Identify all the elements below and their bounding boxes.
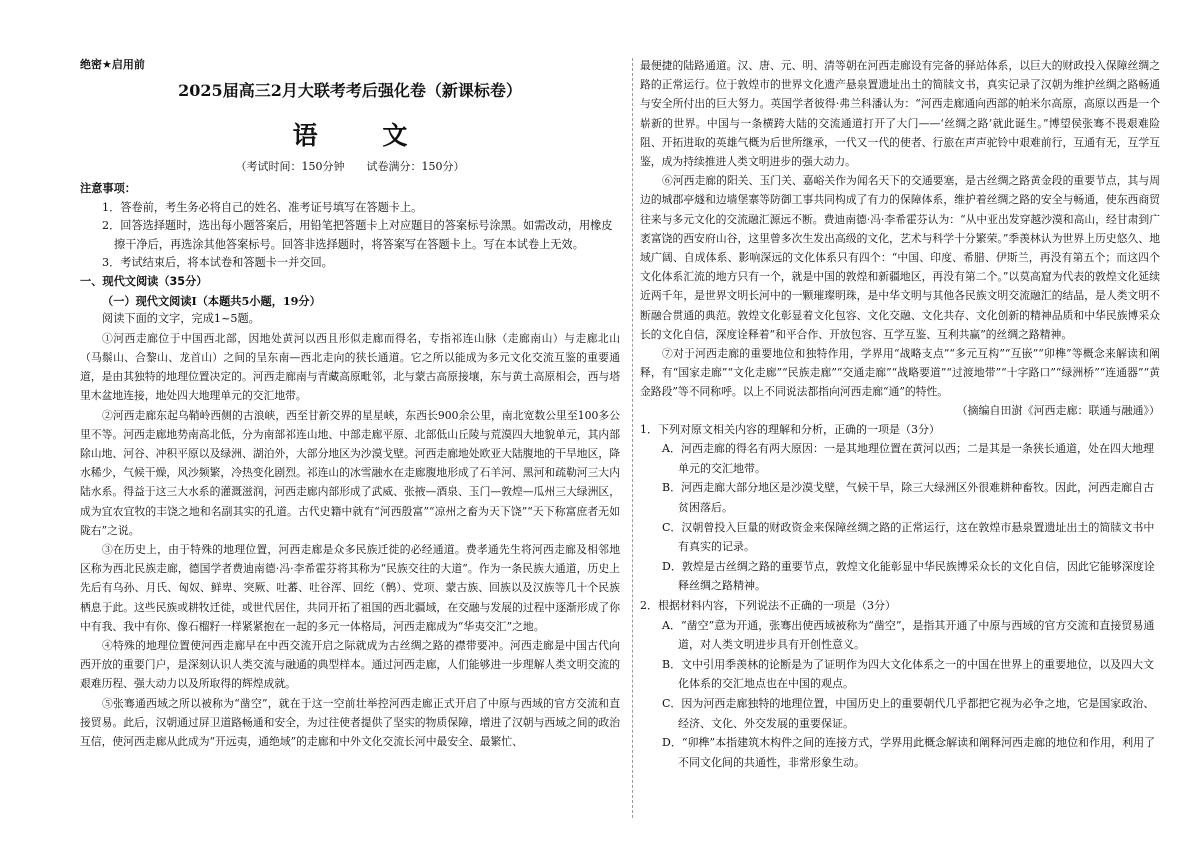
note-item: 1．答卷前，考生务必将自己的姓名、准考证号填写在答题卡上。 bbox=[102, 200, 423, 214]
secret-label: 绝密★启用前 bbox=[80, 58, 145, 71]
section-instruction: 阅读下面的文字，完成1~5题。 bbox=[102, 312, 260, 326]
question-block bbox=[640, 420, 1160, 773]
article-paragraph: ①河西走廊位于中国西北部，因地处黄河以西且形似走廊而得名，专指祁连山脉（走廊南山）与走廊北山（马鬃山、合黎山、龙首山）之间的呈东南—西北走向的狭长通道。它之所以能成为多元文化交流互鉴的重要通道，是由其独特的地理位置决定的。河西走廊南与青藏高原毗邻，北与蒙古高原接壤，东与黄土高原相会，西与塔里木盆地连接，地处四大地理单元的交汇地带。 bbox=[80, 331, 620, 403]
question-option: A．“凿空”意为开通，张骞出使西域被称为“凿空”，是指其开通了中原与西域的官方交流和直接贸易通道，对人类文明进步具有开创性意义。 bbox=[662, 618, 1155, 652]
article-paragraph: ④特殊的地理位置使河西走廊早在中西交流开启之际就成为古丝绸之路的襟带要冲。河西走廊是中国古代向西开放的重要门户，是深刻认识人类交流与融通的典型样本。通过河西走廊，人们能够进一步理解人类文明交流的艰难历程、强大动力以及所取得的辉煌成就。 bbox=[80, 639, 620, 691]
article-paragraph: ⑤张骞通西域之所以被称为“凿空”，就在于这一空前壮举控河西走廊正式开启了中原与西域的官方交流和直接贸易。此后，汉朝通过屏卫道路畅通和安全，为过往使者提供了坚实的物质保障，增进了汉朝与西域之间的政治互信，使河西走廊从此成为“开远夷，通绝域”的走廊和中外文化交流长河中最安全、最繁忙、 bbox=[80, 696, 620, 749]
question-stem: 2．根据材料内容，下列说法不正确的一项是（3分） bbox=[640, 599, 896, 612]
subject-title: 语 文 bbox=[292, 121, 436, 150]
article-source: （摘编自田澍《河西走廊：联通与融通》） bbox=[956, 403, 1160, 417]
exam-title: 2025届高三2月大联考考后强化卷（新课标卷） bbox=[178, 81, 522, 100]
article-paragraph: ③在历史上，由于特殊的地理位置，河西走廊是众多民族迁徙的必经通道。费孝通先生将河西走廊及相邻地区称为西北民族走廊，德国学者费迪南德·冯·李希霍芬将其称为“民族交往的大道”。作为一条民族大通道，历史上先后有乌孙、月氏、匈奴、鲜卑、突厥、吐蕃、吐谷浑、回纥（鹘）、党项、蒙古族、回族以及汉族等几十个民族栖息于此。这些民族或耕牧迁徙，或世代居住，共同开拓了祖国的西北疆域，在交融与发展的过程中逐渐形成了你中有我、我中有你、像石榴籽一样紧紧抱在一起的多元一体格局，河西走廊成为“华夷交汇”之地。 bbox=[80, 542, 620, 633]
question-option: C．因为河西走廊独特的地理位置，中国历史上的重要朝代几乎都把它视为必争之地，它是国家政治、经济、文化、外交发展的重要保证。 bbox=[662, 696, 1155, 730]
section-subheading: （一）现代文阅读I（本题共5小题，19分） bbox=[102, 293, 321, 308]
article-paragraph: ⑥河西走廊的阳关、玉门关、嘉峪关作为闻名天下的交通要塞，是古丝绸之路黄金段的重要节点，其与周边的城郡亭燧和边墙堡寨等防御工事共同构成了有力的保障体系，维护着丝绸之路的安全与畅通，使东西商贸往来与多元文化的交流融汇源远不断。费迪南德·冯·李希霍芬认为：“从中亚出发穿越沙漠和高山，经甘肃到广袤富饶的西安府山谷，这里曾多次生发出高级的文化，艺术与科学十分繁荣。”季羡林认为世界上历史悠久、地域广阔、自成体系、影响深远的文化体系只有四个：“中国、印度、希腊、伊斯兰，再没有第五个；而这四个文化体系汇流的地方只有一个，就是中国的敦煌和新疆地区，再没有第二个。”以莫高窟为代表的敦煌文化延续近两千年，是世界文明长河中的一颗璀璨明珠，是中华文明与其他各民族文明交流融汇的结晶，是人类文明不断融合贯通的典范。敦煌文化彰显着文化包容、文化交融、文化共存、文化创新的精神品质和中华民族博采众长的文化自信，深度诠释着“和平合作、开放包容、互学互鉴、互利共赢”的丝绸之路精神。 bbox=[640, 174, 1160, 341]
note-item: 3．考试结束后，将本试卷和答题卡一并交回。 bbox=[102, 256, 333, 270]
notes-heading: 注意事项： bbox=[80, 182, 136, 195]
article-left bbox=[80, 329, 620, 751]
column-divider bbox=[632, 58, 633, 818]
question-option: D．“卯榫”本指建筑木构件之间的连接方式，学界用此概念解读和阐释河西走廊的地位和作用，利用了不同文化间的共通性，非常形象生动。 bbox=[662, 736, 1156, 769]
question-option: C．汉朝曾投入巨量的财政资金来保障丝绸之路的正常运行，这在敦煌市悬泉置遗址出土的简牍文书中有真实的记录。 bbox=[662, 520, 1155, 554]
notes-block bbox=[80, 180, 620, 751]
article-paragraph: ②河西走廊东起乌鞘岭西侧的古浪峡，西至甘新交界的星星峡，东西长900余公里，南北宽数公里至100多公里不等。河西走廊地势南高北低，分为南部祁连山地、中部走廊平原、北部低山丘陵与荒漠四大地貌单元，其内部除山地、河谷、冲积平原以及绿洲、湖泊外，大部分地区为沙漠戈壁。河西走廊地处欧亚大陆腹地的干旱地区，降水稀少，气候干燥，风沙频繁，冷热变化剧烈。祁连山的冰雪融水在走廊腹地形成了石羊河、黑河和疏勒河三大内陆水系。得益于这三大水系的灌溉滋润，河西走廊内部形成了武威、张掖—酒泉、玉门—敦煌—瓜州三大绿洲区，成为宜农宜牧的丰饶之地和名副其实的孔道。古代史籍中就有“河西殷富”“凉州之畜为天下饶”“天下称富庶者无如陇右”之说。 bbox=[80, 408, 620, 537]
question-option: B．文中引用季羡林的论断是为了证明作为四大文化体系之一的中国在世界上的重要地位，以及四大文化体系的交汇地点也在中国的观点。 bbox=[662, 657, 1155, 691]
question-option: D．敦煌是古丝绸之路的重要节点，敦煌文化能彰显中华民族博采众长的文化自信，因此它能够深度诠释丝绸之路精神。 bbox=[662, 559, 1155, 593]
article-right bbox=[640, 56, 1160, 402]
article-paragraph: ⑦对于河西走廊的重要地位和独特作用，学界用“战略支点”“多元互构”“互嵌”“卯榫”等概念来解读和阐释，有“国家走廊”“文化走廊”“民族走廊”“交通走廊”“战略要道”“过渡地带”“十字路口”“绿洲桥”“连通器”“黄金路段”等不同称呼。以上不同说法都指向河西走廊“通”的特性。 bbox=[640, 347, 1160, 399]
question-stem: 1．下列对原文相关内容的理解和分析，正确的一项是（3分） bbox=[640, 422, 940, 436]
right-column bbox=[640, 56, 1160, 772]
question-option: B．河西走廊大部分地区是沙漠戈壁，气候干旱，除三大绿洲区外很难耕种畜牧。因此，河西走廊自古贫困落后。 bbox=[662, 481, 1155, 515]
section-heading: 一、现代文阅读（35分） bbox=[80, 274, 208, 288]
question-option: A．河西走廊的得名有两大原因：一是其地理位置在黄河以西；二是其是一条狭长通道，处在四大地理单元的交汇地带。 bbox=[662, 442, 1154, 475]
article-paragraph: 最便捷的陆路通道。汉、唐、元、明、清等朝在河西走廊设有完备的驿站体系，以巨大的财政投入保障丝绸之路的正常运行。位于敦煌市的世界文化遗产悬泉置遗址出土的简牍文书，真实记录了汉朝为维护丝绸之路畅通与安全所付出的巨大努力。英国学者彼得·弗兰科潘认为：“河西走廊通向西部的帕米尔高原，高原以西是一个崭新的世界。中国与一条横跨大陆的交流通道打开了大门——‘丝绸之路’就此诞生。”博望侯张骞不畏艰难险阻、开拓进取的英雄气概为后世所继承，一代又一代的使者、行旅在声声驼铃中艰难前行，互通有无，互学互鉴，成为持续推进人类文明进步的强大动力。 bbox=[640, 59, 1160, 169]
exam-info: （考试时间：150分钟 试卷满分：150分） bbox=[235, 160, 465, 173]
note-item: 2．回答选择题时，选出每小题答案后，用铅笔把答题卡上对应题目的答案标号涂黑。如需改动，用橡皮擦干净后，再选涂其他答案标号。回答非选择题时，将答案写在答题卡上。写在本试卷上无效。 bbox=[102, 219, 613, 251]
